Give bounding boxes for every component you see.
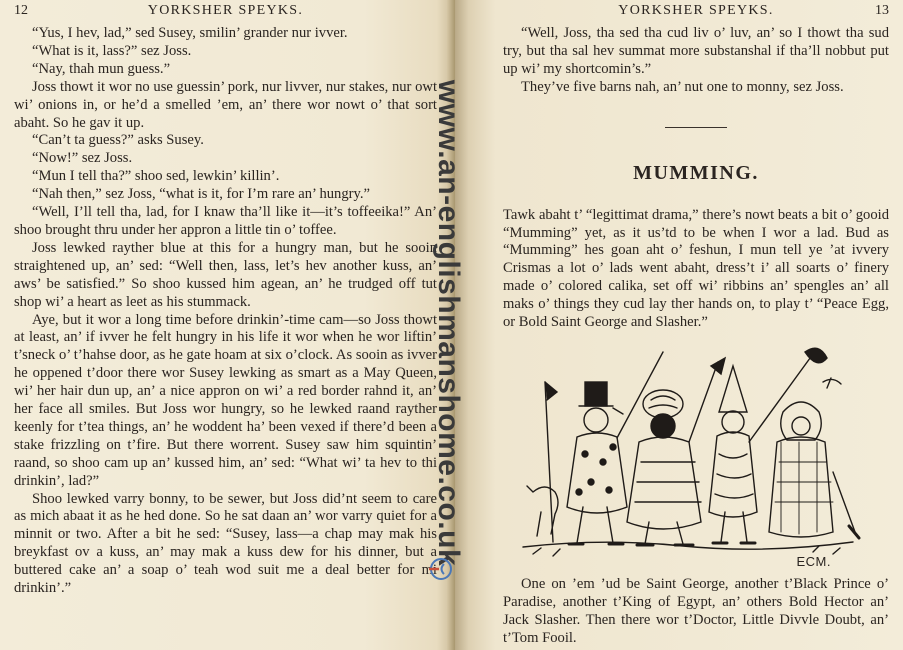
watermark-text: www.an-englishmanshome.co.uk <box>432 79 465 567</box>
paragraph: “Well, I’ll tell tha, lad, for I knaw tha’ll like it—it’s toffeeika!” An’ shoo brought thru under her appron a little tin o’ toffee. <box>14 204 437 238</box>
paragraph: Joss thowt it wor no use guessin’ pork, nur livver, nur stakes, nur owt wi’ onions in, or he’d a smelled ’em, an’ there wor nowt o’ that sort abaht. So he gav it up. <box>14 78 437 131</box>
left-running-head-title: YORKSHER SPEYKS. <box>147 3 304 18</box>
section-divider <box>665 127 727 128</box>
right-page-text <box>503 25 889 648</box>
right-running-head-title: YORKSHER SPEYKS. <box>618 3 774 18</box>
right-page <box>455 0 903 650</box>
paragraph: Aye, but it wor a long time before drinkin’-time cam—so Joss thowt at least, an’ if ivver he felt hungry in his life it wor when he wor liftin’ t’sneck o’ t’hahse door, as he gate hoam at six o’clock. As sooin as ivver he oppened t’door there wor Susey lewking as smart as a May Queen, wi’ her hair dun up, an’ a nice appron on wi’ a red border rahnd it, an’ her face all smiles. But Joss wor hungry, so he lewked raand rayther keenly for t’tea things, an’ he woddent ha’ been vexed if there’d been a stake frizzling on t’fire. But there worrent. Susey saw him squintin’ raand, so shoo cam up an’ kussed him, an’ sed: “What wi’ ta hev to thi drinkin’, lad?” <box>14 311 437 489</box>
right-page-number: 13 <box>874 3 889 18</box>
paragraph: “Can’t ta guess?” asks Susey. <box>32 132 204 149</box>
paragraph: Joss lewked rayther blue at this for a hungry man, but he sooin straightened up, an’ sed: “Well then, lass, let’s hev another kuss, an’ aws’ be satisfied.” So shoo kussed him agean, an’ he trudged off tut shop wi’ a heart as leet as his stummack. <box>14 239 437 310</box>
left-page-text <box>14 25 437 598</box>
paragraph: One on ’em ’ud be Saint George, another t’Black Prince o’ Paradise, another t’King of Egypt, an’ others Bold Hector an’ Jack Slasher. Then there wor t’Doctor, Little Divvle Doubt, an’ t’Tom Fooil. <box>503 575 889 646</box>
mummers-drawing <box>513 342 871 572</box>
paragraph: Shoo lewked varry bonny, to be sewer, but Joss did’nt seem to care as mich abaat it as he hed done. So he sat daan an’ wor varry quiet for a minnit or two. After a bit he sed: “Susey, lass—a chap may mak his breykfast ov a kuss, an’ may mak a kuss dew for his dinner, but a buttered cake an’ a soap o’ teah wod suit me a deal better for mi drinkin’.” <box>14 490 437 597</box>
paragraph: “Well, Joss, tha sed tha cud liv o’ luv, an’ so I thowt tha sud try, but tha sal hev summat more substanshal if tha’ll nobbut put up wi’ my shortcomin’s.” <box>503 25 889 77</box>
watermark-logo-icon <box>428 556 454 582</box>
left-running-head <box>14 3 437 25</box>
paragraph: They’ve five barns nah, an’ nut one to monny, sez Joss. <box>521 78 844 95</box>
paragraph: “Yus, I hev, lad,” sed Susey, smilin’ grander nur ivver. <box>32 25 348 41</box>
paragraph: “Nah then,” sez Joss, “what is it, for I’m rare an’ hungry.” <box>32 186 370 203</box>
paragraph: “Now!” sez Joss. <box>32 150 133 167</box>
website-watermark <box>432 79 465 567</box>
mummers-illustration <box>513 342 871 572</box>
section-heading: MUMMING. <box>633 161 759 184</box>
right-running-head <box>503 3 889 25</box>
paragraph: “Nay, thah mun guess.” <box>32 60 171 77</box>
paragraph: “What is it, lass?” sez Joss. <box>32 42 192 59</box>
illustration-signature: ECM. <box>796 553 831 569</box>
paragraph: “Mun I tell tha?” shoo sed, lewkin’ killin’. <box>32 168 280 185</box>
left-page-number: 12 <box>14 3 28 18</box>
paragraph: Tawk abaht t’ “legittimat drama,” there’s nowt beats a bit o’ gooid “Mumming” yet, as it us’td to be when I wor a lad. Bud as “Mumming” hes goan aht o’ feshun, I mun tell ye ’at ivvery Crismas a lot o’ lads went abaht, dress’t i’ all soarts o’ finery made o’ colored calika, set off wi’ ribbins an’ spengles an’ all maks o’ things they cud lay ther hands on, to play t’ “Peace Egg, or Bold Saint George and Slasher.” <box>503 206 889 331</box>
